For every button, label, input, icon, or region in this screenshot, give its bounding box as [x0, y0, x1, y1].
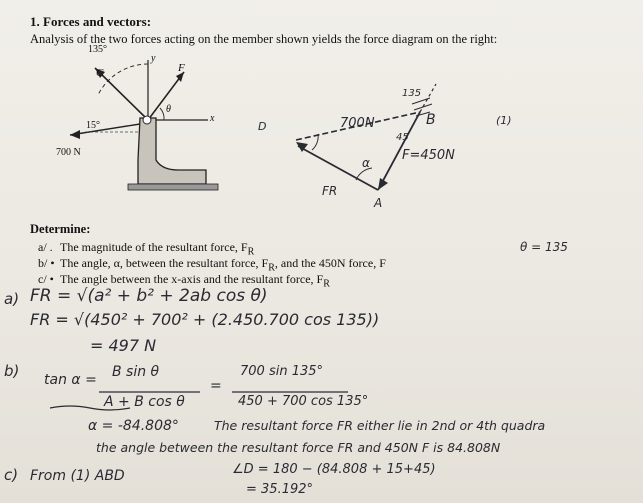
part-b-label: b) — [4, 362, 20, 380]
question-c-sub: R — [323, 278, 330, 290]
note-quadrant: The resultant force FR either lie in 2nd or 4th quadra — [214, 418, 546, 433]
question-b-text: The angle, α, between the resultant force, F — [60, 256, 269, 270]
label-700n: 700 N — [56, 147, 81, 158]
label-135-angle: 135 — [402, 88, 422, 99]
force-arrow-700 — [70, 130, 80, 139]
label-700n-vector: 700N — [340, 116, 375, 131]
part-c-label: c) — [4, 466, 19, 484]
equation-1: FR = √(a² + b² + 2ab cos θ) — [30, 286, 268, 306]
tan-equals: = — [210, 378, 222, 394]
label-fr: FR — [322, 184, 338, 198]
question-b-mark: b/ • — [38, 256, 55, 270]
equation-2: FR = √(450² + 700² + (2.450.700 cos 135)) — [30, 310, 380, 329]
label-theta: θ — [166, 104, 171, 115]
question-b-sub: R — [268, 262, 275, 274]
label-d: D — [258, 120, 267, 133]
problem-title: 1. Forces and vectors: — [30, 14, 152, 29]
label-a: A — [374, 196, 383, 210]
tan-denominator: A + B cos θ — [104, 394, 185, 410]
question-c-text: The angle between the x-axis and the resultant force, F — [60, 272, 324, 286]
part-a-label: a) — [4, 290, 20, 308]
label-f: F — [178, 62, 185, 74]
note-angle: the angle between the resultant force FR and 450N F is 84.808N — [96, 440, 501, 455]
question-a-sub: R — [247, 246, 255, 258]
tan-lhs: tan α = — [44, 372, 97, 388]
question-a-text: The magnitude of the resultant force, F — [60, 240, 248, 254]
label-f450: F=450N — [402, 148, 455, 163]
label-45: 45 — [396, 132, 409, 143]
tan-numerator-2: 700 sin 135° — [240, 364, 324, 379]
label-15: 15° — [86, 120, 100, 131]
equation-3: = 497 N — [90, 336, 157, 355]
from-triangle: From (1) ABD — [30, 468, 125, 484]
part-1-marker: (1) — [496, 114, 512, 127]
problem-intro: Analysis of the two forces acting on the member shown yields the force diagram on the right: — [30, 32, 498, 46]
arc-135 — [98, 64, 148, 95]
label-135: 135° — [88, 44, 107, 55]
ground-base — [128, 184, 218, 190]
tan-numerator: B sin θ — [112, 364, 160, 380]
question-b-tail: , and the 450N force, F — [274, 256, 386, 270]
theta-note: θ = 135 — [520, 240, 568, 254]
question-c-mark: c/ • — [38, 272, 54, 286]
theta-arc — [160, 108, 164, 120]
label-c: C — [96, 67, 104, 79]
label-alpha: α — [362, 156, 370, 170]
alpha-value: α = -84.808° — [88, 418, 179, 434]
question-b — [38, 256, 386, 273]
extension-line — [420, 84, 436, 112]
label-b: B — [426, 112, 436, 128]
question-a-mark: a/ . — [38, 240, 53, 254]
angle-d-equation: ∠D = 180 − (84.808 + 15+45) — [232, 462, 436, 477]
determine-heading: Determine: — [30, 222, 91, 236]
label-y: y — [151, 53, 156, 64]
tan-denominator-2: 450 + 700 cos 135° — [238, 394, 369, 409]
label-x: x — [210, 113, 215, 124]
member-body — [138, 118, 206, 184]
question-a — [38, 240, 254, 257]
angle-d-result: = 35.192° — [246, 482, 314, 497]
force-line-700 — [70, 124, 140, 135]
pin-joint — [143, 116, 151, 124]
